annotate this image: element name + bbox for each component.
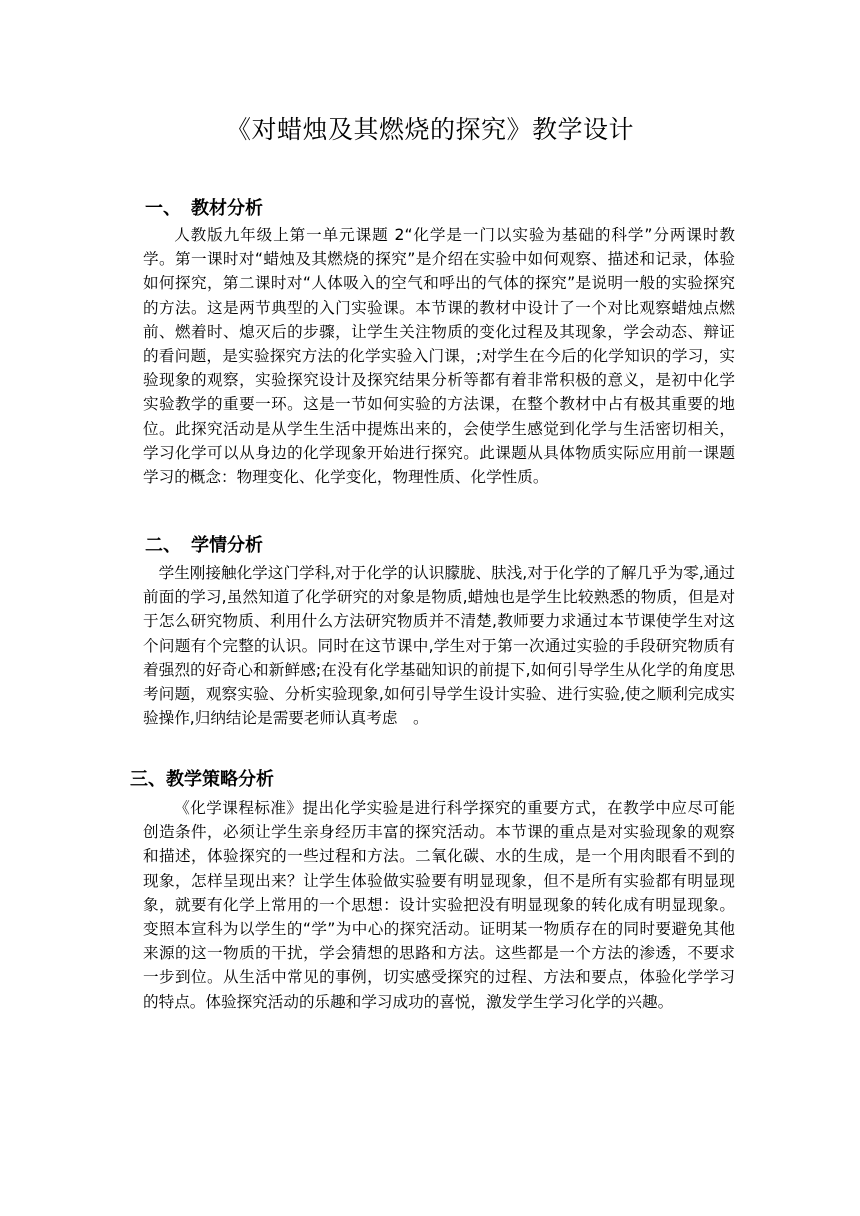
section-heading-1: [145, 196, 263, 222]
section-number-3: 三、: [130, 769, 166, 790]
section-body-1: 人教版九年级上第一单元课题 2“化学是一门以实验为基础的科学”分两课时教学。第一课时对“蜡烛及其燃烧的探究”是介绍在实验中如何观察、描述和记录，体验如何探究，第二课时对“人体吸入的空气和呼出的气体的探究”是说明一般的实验探究的方法。这是两节典型的入门实验课。本节课的教材中设计了一个对比观察蜡烛点燃前、燃着时、熄灭后的步骤，让学生关注物质的变化过程及其现象，学会动态、辩证的看问题，是实验探究方法的化学实验入门课，;对学生在今后的化学知识的学习，实验现象的观察，实验探究设计及探究结果分析等都有着非常积极的意义，是初中化学实验教学的重要一环。这是一节如何实验的方法课，在整个教材中占有极其重要的地位。此探究活动是从学生生活中提炼出来的，会使学生感觉到化学与生活密切相关，学习化学可以从身边的化学现象开始进行探究。此课题从具体物质实际应用前一课题学习的概念：物理变化、化学变化，物理性质、化学性质。: [143, 226, 735, 487]
section-heading-text-3: 教学策略分析: [166, 769, 274, 790]
section-body-2: 学生刚接触化学这门学科,对于化学的认识朦胧、肤浅,对于化学的了解几乎为零,通过前面的学习,虽然知道了化学研究的对象是物质,蜡烛也是学生比较熟悉的物质，但是对于怎么研究物质、利用什么方法研究物质并不清楚,教师要力求通过本节课使学生对这个问题有个完整的认识。同时在这节课中,学生对于第一次通过实验的手段研究物质有着强烈的好奇心和新鲜感;在没有化学基础知识的前提下,如何引导学生从化学的角度思考问题，观察实验、分析实验现象,如何引导学生设计实验、进行实验,使之顺利完成实验操作,归纳结论是需要老师认真考虑 。: [143, 564, 735, 728]
section-number-2: 二、: [145, 535, 181, 556]
section-heading-3: [130, 767, 274, 793]
section-heading-text-2: 学情分析: [191, 535, 263, 556]
document-title: 《对蜡烛及其燃烧的探究》教学设计: [225, 115, 634, 144]
section-heading-2: [145, 533, 263, 559]
section-number-1: 一、: [145, 198, 181, 219]
section-body-3: 《化学课程标准》提出化学实验是进行科学探究的重要方式，在教学中应尽可能创造条件，必须让学生亲身经历丰富的探究活动。本节课的重点是对实验现象的观察和描述，体验探究的一些过程和方法。二氧化碳、水的生成，是一个用肉眼看不到的现象，怎样呈现出来？让学生体验做实验要有明显现象，但不是所有实验都有明显现象，就要有化学上常用的一个思想：设计实验把没有明显现象的转化成有明显现象。变照本宣科为以学生的“学”为中心的探究活动。证明某一物质存在的同时要避免其他来源的这一物质的干扰，学会猜想的思路和方法。这些都是一个方法的渗透，不要求一步到位。从生活中常见的事例，切实感受探究的过程、方法和要点，体验化学学习的特点。体验探究活动的乐趣和学习成功的喜悦，激发学生学习化学的兴趣。: [143, 799, 735, 1011]
section-heading-text-1: 教材分析: [191, 198, 263, 219]
